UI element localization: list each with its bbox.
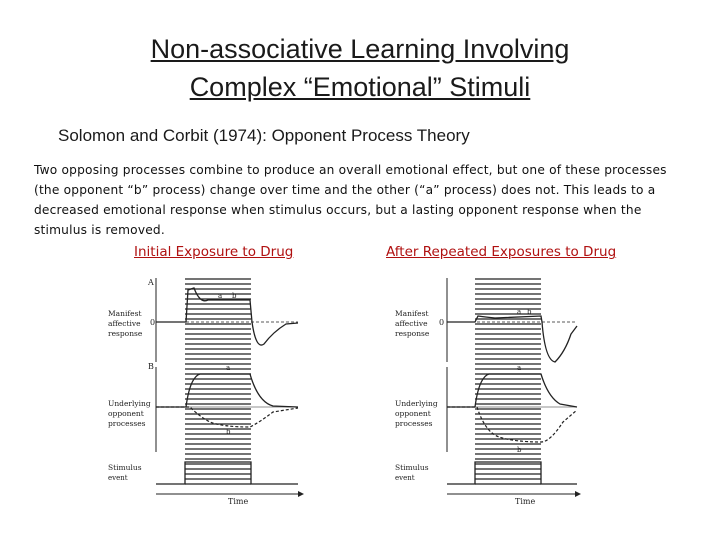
stimulus-label-2: event bbox=[395, 474, 415, 482]
manifest-label-2: affective bbox=[395, 319, 428, 328]
repeated-exposure-diagram bbox=[385, 272, 585, 512]
time-label: Time bbox=[228, 497, 249, 506]
explanation-paragraph: Two opposing processes combine to produce an overall emotional effect, but one of these processes (the opponent “b” process) change over time and the other (“a” process) does not. This leads to a decreased emotional response when stimulus occurs, but a lasting opponent response when the stimulus is removed. bbox=[34, 163, 667, 237]
curve-b-label: b bbox=[527, 308, 532, 316]
underlying-label-3: processes bbox=[108, 419, 146, 428]
manifest-label-1: Manifest bbox=[395, 309, 429, 318]
stimulus-period-shading bbox=[185, 278, 251, 488]
b-process-label: b bbox=[226, 428, 231, 436]
repeated-exposure-caption: After Repeated Exposures to Drug bbox=[386, 244, 617, 260]
underlying-label-1: Underlying bbox=[108, 399, 151, 408]
stimulus-label-1: Stimulus bbox=[395, 463, 429, 472]
slide-title-line1: Non-associative Learning Involving bbox=[150, 34, 570, 64]
manifest-label-1: Manifest bbox=[108, 309, 142, 318]
b-process-label: b bbox=[517, 446, 522, 454]
underlying-label-2: opponent bbox=[108, 409, 144, 418]
a-process-label: a bbox=[226, 364, 231, 372]
curve-b-label: b bbox=[232, 292, 237, 300]
zero-label: 0 bbox=[150, 318, 156, 327]
stimulus-label-1: Stimulus bbox=[108, 463, 142, 472]
panel-a-label: A bbox=[148, 278, 154, 287]
underlying-label-1: Underlying bbox=[395, 399, 438, 408]
underlying-label-3: processes bbox=[395, 419, 433, 428]
panel-b-label: B bbox=[148, 362, 154, 371]
stimulus-label-2: event bbox=[108, 474, 128, 482]
a-process-label: a bbox=[517, 364, 522, 372]
initial-exposure-caption: Initial Exposure to Drug bbox=[134, 244, 294, 260]
slide-subtitle: Solomon and Corbit (1974): Opponent Process Theory bbox=[58, 126, 470, 145]
manifest-label-2: affective bbox=[108, 319, 141, 328]
initial-exposure-diagram bbox=[108, 272, 308, 512]
time-label: Time bbox=[515, 497, 536, 506]
zero-label: 0 bbox=[439, 318, 445, 327]
curve-a-label: a bbox=[218, 292, 223, 300]
underlying-label-2: opponent bbox=[395, 409, 431, 418]
manifest-label-3: response bbox=[395, 329, 430, 338]
slide-title-line2: Complex “Emotional” Stimuli bbox=[189, 72, 531, 102]
curve-a-label: a bbox=[517, 308, 522, 316]
manifest-label-3: response bbox=[108, 329, 143, 338]
